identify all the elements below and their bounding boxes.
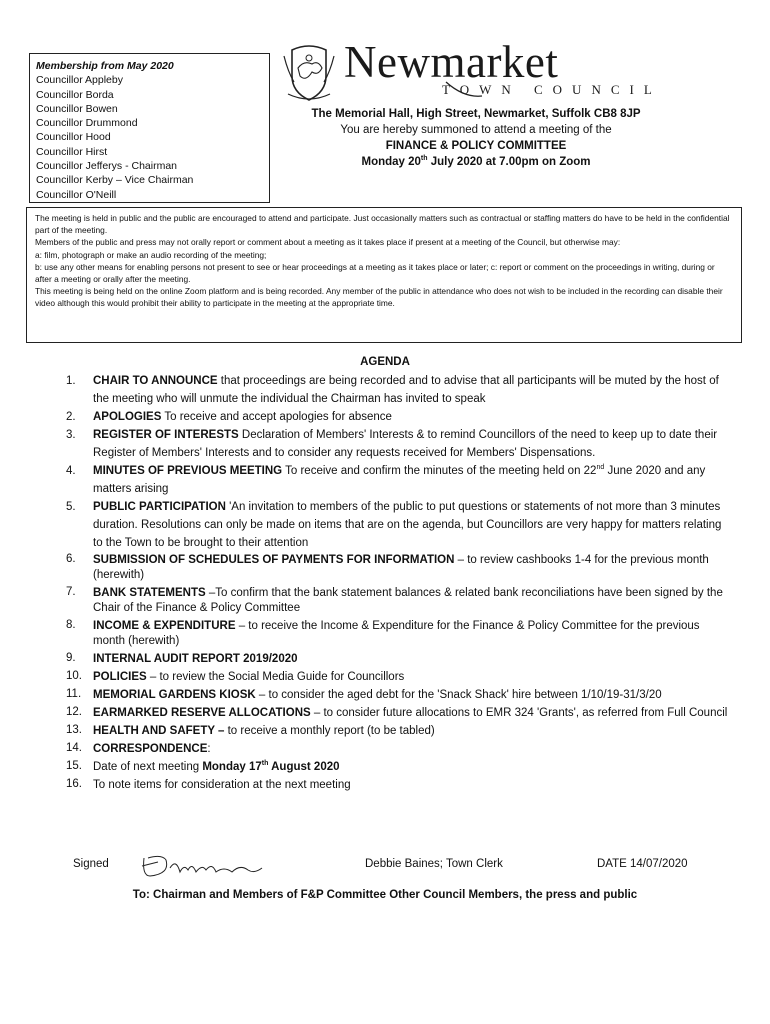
- meeting-date: Monday 20th July 2020 at 7.00pm on Zoom: [361, 155, 591, 168]
- member-item: Councillor Appleby: [36, 74, 123, 87]
- agenda-item: [54, 408, 730, 426]
- member-item: Councillor Kerby – Vice Chairman: [36, 174, 194, 187]
- agenda-item-text: that proceedings are being recorded and to advise that all participants will be muted by the host of the meeting who will unmute the individual the Chairman has invited to speak: [93, 375, 719, 405]
- agenda-item: [54, 618, 730, 651]
- agenda-item: [54, 705, 730, 723]
- agenda-item-bold: APOLOGIES: [93, 411, 162, 423]
- agenda-item-bold: PUBLIC PARTICIPATION: [93, 501, 226, 513]
- agenda-item-bold: EARMARKED RESERVE ALLOCATIONS: [93, 707, 311, 719]
- member-item: Councillor Bowen: [36, 102, 118, 115]
- agenda-item-number: 5.: [66, 501, 76, 513]
- agenda-item: [54, 759, 730, 777]
- agenda-item-bold2: Monday 17: [202, 761, 262, 773]
- agenda-item-number: 14.: [66, 742, 82, 754]
- agenda-item-number: 16.: [66, 778, 82, 790]
- member-item: Councillor Hirst: [36, 145, 108, 158]
- agenda-list: [54, 372, 730, 795]
- agenda-item-text: To note items for consideration at the next meeting: [93, 779, 351, 791]
- agenda-item-text: – to consider future allocations to EMR 324 'Grants', as referred from Full Council: [310, 707, 728, 719]
- member-item: Councillor Drummond: [36, 117, 138, 130]
- agenda-item-bold: INCOME & EXPENDITURE: [93, 620, 236, 632]
- agenda-item: [54, 669, 730, 687]
- signed-date: DATE 14/07/2020: [597, 858, 688, 870]
- agenda-item-number: 12.: [66, 706, 82, 718]
- membership-box: [29, 53, 270, 203]
- agenda-item: [54, 498, 730, 552]
- membership-title: Membership from May 2020: [36, 60, 174, 72]
- logo-subtitle: TOWN COUNCIL: [442, 82, 662, 97]
- agenda-item-bold: INTERNAL AUDIT REPORT 2019/2020: [93, 653, 298, 665]
- agenda-item-text: To receive and confirm the minutes of the meeting held on 22: [282, 465, 597, 477]
- agenda-item-text: 'An invitation to members of the public to put questions or statements of not more than 3 minutes duration. Resolutions can only be made on items that are on the agenda, but Councillors are very happy for matters relating to the Town to be brought to their attention: [93, 501, 722, 549]
- agenda-item: [54, 687, 730, 705]
- agenda-item-sup: th: [261, 760, 269, 768]
- notice-paragraph: b: use any other means for enabling persons not present to see or hear proceedings at a meeting as it takes place or later; c: report or comment on the proceedings in writing, during or after a meeting or orally after the meeting.: [35, 261, 715, 285]
- agenda-item: [54, 585, 730, 618]
- agenda-item-text: – to consider the aged debt for the 'Snack Shack' hire between 1/10/19-31/3/20: [255, 689, 662, 701]
- agenda-item-text: To receive and accept apologies for absence: [161, 411, 392, 423]
- clerk-name: Debbie Baines; Town Clerk: [365, 858, 503, 870]
- crest-icon: [282, 42, 336, 102]
- member-item: Councillor Hood: [36, 131, 111, 144]
- venue-address: The Memorial Hall, High Street, Newmarket, Suffolk CB8 8JP: [311, 108, 641, 120]
- member-item: Councillor Borda: [36, 88, 114, 101]
- agenda-item-number: 13.: [66, 724, 82, 736]
- agenda-item-text: :: [207, 743, 211, 755]
- agenda-item-text2: June 2020 and any matters arising: [93, 465, 706, 495]
- agenda-item-text: – to receive the Income & Expenditure for the Finance & Policy Committee for the previous month (herewith): [93, 620, 700, 647]
- agenda-item: [54, 651, 730, 669]
- notice-paragraph: a: film, photograph or make an audio recording of the meeting;: [35, 249, 267, 260]
- agenda-item: [54, 552, 730, 585]
- agenda-item-number: 11.: [66, 688, 82, 700]
- meeting-header: [286, 106, 666, 170]
- agenda-item-bold: CHAIR TO ANNOUNCE: [93, 375, 218, 387]
- agenda-item: [54, 741, 730, 759]
- member-list: [36, 73, 263, 202]
- agenda-item-bold: MEMORIAL GARDENS KIOSK: [93, 689, 256, 701]
- agenda-item-bold: SUBMISSION OF SCHEDULES OF PAYMENTS FOR INFORMATION: [93, 554, 455, 566]
- council-logo: [282, 37, 702, 102]
- agenda-item: [54, 426, 730, 462]
- agenda-item-bold: REGISTER OF INTERESTS: [93, 429, 239, 441]
- notice-paragraph: The meeting is held in public and the public are encouraged to attend and participate. Just occasionally matters such as contractual or staffing matters do have to be held in the confidential part of the meeting.: [35, 213, 730, 236]
- logo-name: Newmarket: [344, 37, 559, 87]
- agenda-item-number: 6.: [66, 553, 76, 565]
- agenda-item-number: 9.: [66, 652, 76, 664]
- signature-row: [0, 856, 770, 886]
- agenda-item-text: to receive a monthly report (to be tabled): [224, 725, 435, 737]
- agenda-item-bold3: August 2020: [268, 761, 340, 773]
- agenda-item-sup: nd: [596, 464, 605, 472]
- agenda-item-number: 4.: [66, 465, 76, 477]
- agenda-item-number: 10.: [66, 670, 82, 682]
- agenda-item: [54, 777, 730, 795]
- agenda-item-text: – to review the Social Media Guide for Councillors: [146, 671, 405, 683]
- agenda-item: [54, 462, 730, 498]
- agenda-item-bold: BANK STATEMENTS: [93, 587, 206, 599]
- agenda-item-number: 7.: [66, 586, 76, 598]
- agenda-item-number: 3.: [66, 429, 76, 441]
- signature-image: [136, 850, 266, 882]
- agenda-item: [54, 723, 730, 741]
- agenda-item-number: 15.: [66, 760, 82, 772]
- agenda-item-bold: HEALTH AND SAFETY –: [93, 725, 225, 737]
- agenda-item-number: 1.: [66, 375, 76, 387]
- distribution-line: To: Chairman and Members of F&P Committee Other Council Members, the press and public: [132, 889, 638, 901]
- agenda-item-bold: POLICIES: [93, 671, 147, 683]
- summon-text: You are hereby summoned to attend a meeting of the: [340, 124, 612, 136]
- agenda-item-text: – to review cashbooks 1-4 for the previous month (herewith): [93, 554, 709, 581]
- agenda-item-text: –To confirm that the bank statement balances & related bank reconciliations have been signed by the Chair of the Finance & Policy Committee: [93, 587, 723, 614]
- agenda-item-bold: CORRESPONDENCE: [93, 743, 208, 755]
- public-notice: [26, 207, 742, 343]
- agenda-item-number: 8.: [66, 619, 76, 631]
- agenda-item: [54, 372, 730, 408]
- signed-label: Signed: [73, 858, 109, 870]
- member-item: Councillor O'Neill: [36, 188, 117, 201]
- committee-name: FINANCE & POLICY COMMITTEE: [385, 140, 567, 152]
- agenda-title: AGENDA: [360, 356, 410, 368]
- agenda-item-text: Declaration of Members' Interests & to remind Councillors of the need to keep up to date their Register of Members' Interests and to consider any requests received for Members' Dispensations.: [93, 429, 718, 459]
- agenda-item-number: 2.: [66, 411, 76, 423]
- notice-paragraph: Members of the public and press may not orally report or comment about a meeting as it takes place if present at a meeting of the Council, but otherwise may:: [35, 237, 621, 248]
- agenda-item-bold: MINUTES OF PREVIOUS MEETING: [93, 465, 283, 477]
- member-item: Councillor Jefferys - Chairman: [36, 160, 178, 173]
- notice-paragraph: This meeting is being held on the online Zoom platform and is being recorded. Any member of the public in attendance who does not wish to be included in the recording can disable their video although this would prohibit their ability to participate in the meeting at the appropriate time.: [35, 286, 723, 309]
- agenda-item-text: Date of next meeting: [93, 761, 203, 773]
